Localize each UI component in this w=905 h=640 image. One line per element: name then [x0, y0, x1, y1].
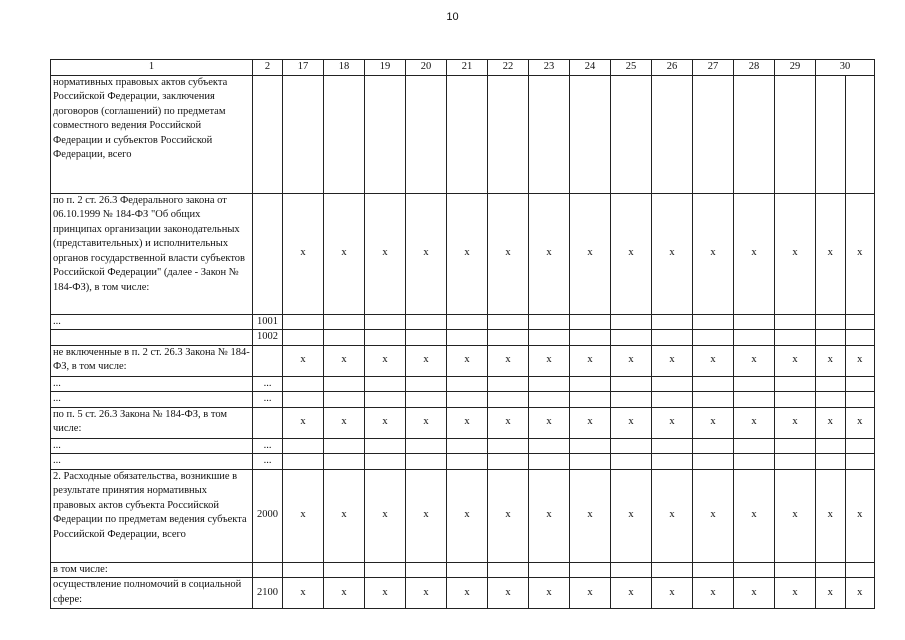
value-cell: [816, 392, 875, 408]
row-code: ...: [253, 392, 283, 408]
value-cell: [324, 454, 365, 470]
value-cell: [775, 376, 816, 392]
value-cell: [447, 330, 488, 346]
cross-mark: x: [488, 193, 529, 314]
value-cell: [283, 314, 324, 330]
cross-mark: x: [611, 345, 652, 376]
column-header: 23: [529, 60, 570, 76]
column-header: 2: [253, 60, 283, 76]
row-code: ...: [253, 454, 283, 470]
value-cell: [734, 376, 775, 392]
value-cell: [775, 438, 816, 454]
cross-mark: x: [529, 578, 570, 609]
row-code: 1001: [253, 314, 283, 330]
cross-mark: x: [611, 469, 652, 562]
row-label: по п. 5 ст. 26.3 Закона № 184-ФЗ, в том числе:: [51, 407, 253, 438]
cross-mark: [845, 315, 875, 330]
value-cell: [447, 376, 488, 392]
cross-mark: x: [827, 509, 833, 521]
column-header: 20: [406, 60, 447, 76]
table-row: [51, 376, 875, 392]
value-cell: [488, 454, 529, 470]
value-cell: [365, 314, 406, 330]
value-cell: [570, 314, 611, 330]
value-cell: [652, 75, 693, 193]
row-code: [253, 345, 283, 376]
table-row: [51, 454, 875, 470]
value-cell: [693, 75, 734, 193]
value-cell: [447, 454, 488, 470]
cross-mark: x: [734, 469, 775, 562]
value-cell: [447, 392, 488, 408]
value-cell: [734, 454, 775, 470]
value-cell: [447, 562, 488, 578]
cross-mark: x: [488, 578, 529, 609]
value-cell: [283, 562, 324, 578]
cross-mark: x: [365, 469, 406, 562]
value-cell: [611, 562, 652, 578]
value-cell: [324, 330, 365, 346]
value-cell: [570, 562, 611, 578]
page-number: 10: [446, 11, 459, 23]
value-cell: [652, 438, 693, 454]
value-cell: [324, 376, 365, 392]
cross-mark: x: [283, 407, 324, 438]
cross-mark: x: [570, 345, 611, 376]
cross-mark: x: [283, 469, 324, 562]
cross-mark: x: [734, 193, 775, 314]
column-header: 22: [488, 60, 529, 76]
cross-mark: x: [775, 578, 816, 609]
cross-mark: x: [324, 193, 365, 314]
value-cell: [570, 376, 611, 392]
cross-mark: x: [447, 578, 488, 609]
value-cell: [611, 314, 652, 330]
value-cell: [365, 454, 406, 470]
value-cell: [488, 314, 529, 330]
cross-mark: [845, 377, 875, 392]
value-cell: [816, 345, 875, 376]
cross-mark: x: [447, 407, 488, 438]
column-header: 25: [611, 60, 652, 76]
value-cell: [734, 330, 775, 346]
value-cell: [529, 392, 570, 408]
value-cell: [775, 330, 816, 346]
row-code: 2100: [253, 578, 283, 609]
value-cell: [406, 392, 447, 408]
column-header: 17: [283, 60, 324, 76]
cross-mark: x: [611, 193, 652, 314]
row-label: ...: [51, 392, 253, 408]
value-cell: [693, 438, 734, 454]
value-cell: [365, 376, 406, 392]
value-cell: [324, 438, 365, 454]
value-cell: [406, 438, 447, 454]
value-cell: [652, 376, 693, 392]
cross-mark: x: [775, 345, 816, 376]
value-cell: [652, 314, 693, 330]
column-header: 1: [51, 60, 253, 76]
value-cell: [529, 75, 570, 193]
value-cell: [816, 193, 875, 314]
value-cell: [816, 314, 875, 330]
cross-mark: x: [652, 193, 693, 314]
row-label: осуществление полномочий в социальной сфере:: [51, 578, 253, 609]
cross-mark: x: [365, 578, 406, 609]
cross-mark: x: [324, 578, 365, 609]
cross-mark: x: [447, 193, 488, 314]
value-cell: [693, 330, 734, 346]
row-label: ...: [51, 438, 253, 454]
cross-mark: x: [827, 416, 833, 428]
value-cell: [529, 454, 570, 470]
column-header: 29: [775, 60, 816, 76]
value-cell: [283, 330, 324, 346]
value-cell: [488, 438, 529, 454]
value-cell: [611, 330, 652, 346]
table-row: [51, 438, 875, 454]
row-label: по п. 2 ст. 26.3 Федерального закона от 06.10.1999 № 184-ФЗ "Об общих принципах организации законодательных (представительных) и исполнительных органов государственной власти субъектов Российской Федерации" (далее - Закон № 184-ФЗ), в том числе:: [51, 193, 253, 314]
value-cell: [570, 438, 611, 454]
cross-mark: x: [845, 578, 875, 608]
cross-mark: x: [365, 193, 406, 314]
cross-mark: x: [734, 407, 775, 438]
cross-mark: [845, 454, 875, 469]
value-cell: [775, 562, 816, 578]
value-cell: [365, 392, 406, 408]
cross-mark: [845, 76, 875, 193]
value-cell: [406, 330, 447, 346]
data-table: [50, 59, 875, 609]
cross-mark: [845, 330, 875, 345]
value-cell: [406, 75, 447, 193]
table-row: [51, 75, 875, 193]
value-cell: [652, 330, 693, 346]
cross-mark: [816, 392, 845, 407]
cross-mark: [816, 377, 845, 392]
value-cell: [324, 562, 365, 578]
cross-mark: x: [365, 345, 406, 376]
row-code: 1002: [253, 330, 283, 346]
value-cell: [570, 75, 611, 193]
cross-mark: x: [775, 407, 816, 438]
value-cell: [816, 376, 875, 392]
value-cell: [693, 454, 734, 470]
cross-mark: x: [529, 407, 570, 438]
value-cell: [611, 392, 652, 408]
cross-mark: [816, 454, 845, 469]
value-cell: [447, 75, 488, 193]
value-cell: [529, 314, 570, 330]
row-code: [253, 75, 283, 193]
value-cell: [570, 330, 611, 346]
cross-mark: x: [406, 578, 447, 609]
cross-mark: x: [775, 469, 816, 562]
value-cell: [816, 562, 875, 578]
row-label: ...: [51, 376, 253, 392]
cross-mark: x: [827, 354, 833, 366]
value-cell: [488, 562, 529, 578]
value-cell: [488, 330, 529, 346]
value-cell: [488, 392, 529, 408]
row-label: ...: [51, 314, 253, 330]
cross-mark: x: [488, 407, 529, 438]
value-cell: [775, 392, 816, 408]
row-code: [253, 193, 283, 314]
value-cell: [775, 314, 816, 330]
cross-mark: x: [652, 407, 693, 438]
row-label: не включенные в п. 2 ст. 26.3 Закона № 184-ФЗ, в том числе:: [51, 345, 253, 376]
cross-mark: x: [488, 469, 529, 562]
value-cell: [816, 407, 875, 438]
value-cell: [283, 392, 324, 408]
cross-mark: [845, 392, 875, 407]
cross-mark: x: [488, 345, 529, 376]
cross-mark: [845, 563, 875, 578]
value-cell: [406, 454, 447, 470]
cross-mark: x: [827, 586, 833, 598]
cross-mark: [816, 330, 845, 345]
cross-mark: x: [406, 193, 447, 314]
value-cell: [570, 454, 611, 470]
value-cell: [775, 454, 816, 470]
table-row: [51, 578, 875, 609]
cross-mark: x: [775, 193, 816, 314]
value-cell: [529, 330, 570, 346]
value-cell: [734, 562, 775, 578]
column-header: 27: [693, 60, 734, 76]
row-label: [51, 330, 253, 346]
cross-mark: x: [529, 469, 570, 562]
value-cell: [816, 75, 875, 193]
row-code: ...: [253, 376, 283, 392]
table-row: [51, 407, 875, 438]
value-cell: [734, 438, 775, 454]
row-code: ...: [253, 438, 283, 454]
cross-mark: x: [693, 345, 734, 376]
cross-mark: x: [611, 407, 652, 438]
value-cell: [734, 75, 775, 193]
cross-mark: [816, 76, 845, 193]
value-cell: [406, 314, 447, 330]
value-cell: [816, 438, 875, 454]
column-header: 30: [816, 60, 875, 76]
value-cell: [365, 562, 406, 578]
value-cell: [652, 562, 693, 578]
value-cell: [693, 376, 734, 392]
value-cell: [406, 376, 447, 392]
cross-mark: x: [406, 345, 447, 376]
row-code: 2000: [253, 469, 283, 562]
cross-mark: x: [447, 345, 488, 376]
column-header: 21: [447, 60, 488, 76]
table-row: [51, 469, 875, 562]
column-header: 19: [365, 60, 406, 76]
value-cell: [816, 469, 875, 562]
cross-mark: x: [845, 194, 875, 314]
value-cell: [816, 454, 875, 470]
cross-mark: [845, 439, 875, 454]
value-cell: [611, 454, 652, 470]
cross-mark: x: [611, 578, 652, 609]
table-row: [51, 330, 875, 346]
value-cell: [529, 438, 570, 454]
row-label: ...: [51, 454, 253, 470]
value-cell: [816, 330, 875, 346]
cross-mark: x: [845, 470, 875, 562]
cross-mark: x: [570, 469, 611, 562]
value-cell: [734, 314, 775, 330]
value-cell: [734, 392, 775, 408]
value-cell: [611, 376, 652, 392]
column-header: 26: [652, 60, 693, 76]
value-cell: [447, 438, 488, 454]
value-cell: [283, 376, 324, 392]
cross-mark: x: [529, 345, 570, 376]
cross-mark: x: [652, 469, 693, 562]
cross-mark: x: [283, 193, 324, 314]
table-header-row: [51, 60, 875, 76]
cross-mark: x: [283, 578, 324, 609]
cross-mark: x: [570, 193, 611, 314]
cross-mark: x: [693, 407, 734, 438]
column-header: 18: [324, 60, 365, 76]
value-cell: [488, 75, 529, 193]
value-cell: [447, 314, 488, 330]
value-cell: [693, 314, 734, 330]
cross-mark: x: [693, 469, 734, 562]
cross-mark: x: [406, 469, 447, 562]
value-cell: [324, 75, 365, 193]
cross-mark: x: [324, 345, 365, 376]
row-label: 2. Расходные обязательства, возникшие в результате принятия нормативных правовых актов субъекта Российской Федерации по предметам ведения субъекта Российской Федерации, всего: [51, 469, 253, 562]
value-cell: [693, 562, 734, 578]
cross-mark: x: [845, 408, 875, 438]
cross-mark: x: [693, 578, 734, 609]
cross-mark: x: [324, 469, 365, 562]
value-cell: [611, 75, 652, 193]
cross-mark: x: [283, 345, 324, 376]
column-header: 24: [570, 60, 611, 76]
cross-mark: x: [845, 346, 875, 376]
cross-mark: x: [734, 578, 775, 609]
value-cell: [365, 75, 406, 193]
value-cell: [693, 392, 734, 408]
value-cell: [283, 75, 324, 193]
row-code: [253, 562, 283, 578]
cross-mark: x: [652, 578, 693, 609]
value-cell: [283, 454, 324, 470]
value-cell: [365, 438, 406, 454]
value-cell: [652, 392, 693, 408]
value-cell: [406, 562, 447, 578]
value-cell: [488, 376, 529, 392]
table-row: [51, 345, 875, 376]
value-cell: [324, 314, 365, 330]
cross-mark: x: [365, 407, 406, 438]
table-row: [51, 193, 875, 314]
cross-mark: x: [570, 578, 611, 609]
value-cell: [652, 454, 693, 470]
value-cell: [816, 578, 875, 609]
cross-mark: [816, 439, 845, 454]
cross-mark: x: [827, 247, 833, 259]
cross-mark: x: [406, 407, 447, 438]
table-row: [51, 562, 875, 578]
cross-mark: x: [652, 345, 693, 376]
column-header: 28: [734, 60, 775, 76]
cross-mark: x: [447, 469, 488, 562]
cross-mark: x: [693, 193, 734, 314]
table-row: [51, 314, 875, 330]
row-code: [253, 407, 283, 438]
value-cell: [529, 562, 570, 578]
value-cell: [365, 330, 406, 346]
cross-mark: x: [734, 345, 775, 376]
cross-mark: x: [570, 407, 611, 438]
value-cell: [775, 75, 816, 193]
row-label: нормативных правовых актов субъекта Российской Федерации, заключения договоров (соглашений) по предметам совместного ведения Российской Федерации и субъектов Российской Федерации, всего: [51, 75, 253, 193]
cross-mark: x: [529, 193, 570, 314]
value-cell: [324, 392, 365, 408]
table-row: [51, 392, 875, 408]
value-cell: [529, 376, 570, 392]
cross-mark: [816, 315, 845, 330]
cross-mark: [816, 563, 845, 578]
value-cell: [283, 438, 324, 454]
value-cell: [570, 392, 611, 408]
cross-mark: x: [324, 407, 365, 438]
value-cell: [611, 438, 652, 454]
row-label: в том числе:: [51, 562, 253, 578]
